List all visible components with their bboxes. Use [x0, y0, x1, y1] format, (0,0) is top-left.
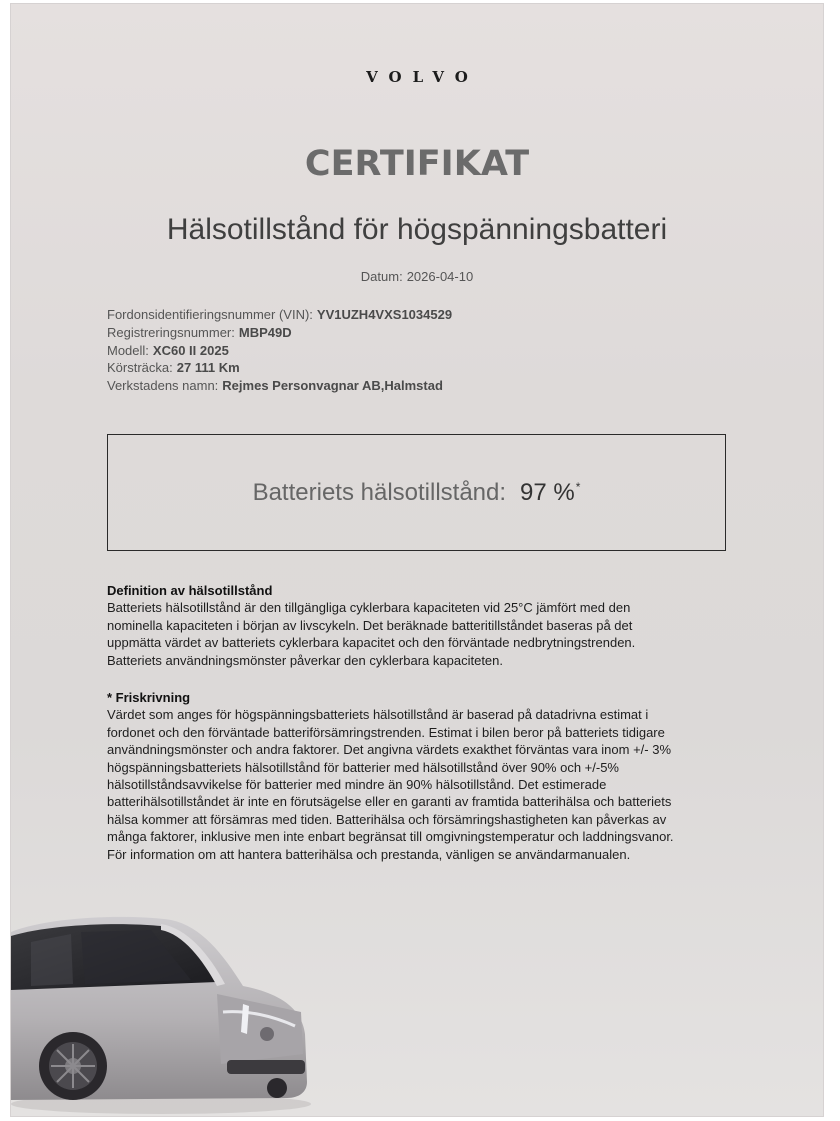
- mileage-label: Körsträcka:: [107, 360, 173, 376]
- workshop-row: [107, 377, 727, 395]
- disclaimer-line: hälsotillståndsavvikelse för batterier med mindre än 90% hälsotillstånd. Det estimerade: [107, 777, 607, 793]
- definition-heading: Definition av hälsotillstånd: [107, 583, 273, 598]
- registration-value: MBP49D: [238, 324, 292, 340]
- disclaimer-line: användningsmönster och andra faktorer. Det angivna värdets exakthet förväntas vara inom +/- 3%: [107, 742, 672, 758]
- certificate-date: [11, 269, 823, 284]
- battery-health-label: Batteriets hälsotillstånd:: [252, 479, 507, 506]
- battery-health-line: [108, 479, 725, 507]
- battery-health-box: [107, 434, 726, 551]
- mileage-value: 27 111 Km: [176, 360, 240, 376]
- disclaimer-line: fordonet och den förväntade batteriförsämringstrenden. Estimat i bilen beror på batteriets tidigare: [107, 724, 665, 740]
- vehicle-info: [107, 306, 727, 395]
- disclaimer-line: Värdet som anges för högspänningsbatteriets hälsotillstånd är baserad på datadrivna estimat i: [107, 707, 649, 723]
- volvo-logo: VOLVO: [366, 68, 479, 86]
- car-icon: [11, 894, 311, 1116]
- disclaimer-line: batterihälsotillståndet är inte en förutsägelse eller en garanti av framtida batterihälsa och batteriets: [107, 794, 672, 810]
- footnote-marker: *: [575, 480, 581, 494]
- registration-label: Registreringsnummer:: [107, 324, 235, 340]
- date-label: Datum:: [360, 269, 403, 284]
- date-value: 2026-04-10: [406, 269, 474, 284]
- definition-line: Batteriets hälsotillstånd är den tillgängliga cyklerbara kapaciteten vid 25°C jämfört med den: [107, 600, 631, 616]
- certificate-subtitle: Hälsotillstånd för högspänningsbatteri: [166, 213, 668, 246]
- disclaimer-heading: * Friskrivning: [107, 690, 191, 705]
- definition-section: [107, 582, 747, 669]
- definition-line: nominella kapaciteten i början av livscykeln. Det beräknade batteritillståndet baseras på det: [107, 617, 633, 633]
- definition-line: uppmätta värdet av batteriets cyklerbara kapacitet och den förväntade nedbrytningstrenden.: [107, 635, 636, 651]
- registration-row: [107, 324, 727, 342]
- mileage-row: [107, 359, 727, 377]
- disclaimer-line: För information om att hantera batterihälsa och prestanda, vänligen se användarmanualen.: [107, 846, 631, 862]
- vin-row: [107, 306, 727, 324]
- disclaimer-section: [107, 689, 747, 863]
- disclaimer-line: många faktorer, inklusive men inte enbart begränsat till omgivningstemperatur och laddningsvanor.: [107, 829, 674, 845]
- certificate-page: [10, 3, 824, 1117]
- workshop-value: Rejmes Personvagnar AB,Halmstad: [222, 378, 443, 394]
- model-row: [107, 342, 727, 360]
- model-value: XC60 II 2025: [152, 342, 229, 358]
- vin-value: YV1UZH4VXS1034529: [316, 307, 453, 322]
- battery-health-value: 97 %: [520, 479, 575, 506]
- workshop-label: Verkstadens namn:: [107, 378, 219, 394]
- disclaimer-line: hälsa kommer att försämras med tiden. Batterihälsa och försämringshastigheten kan påverkas av: [107, 811, 667, 827]
- disclaimer-line: högspänningsbatteriets hälsotillstånd för batterier med hälsotillstånd över 90% och +/-5%: [107, 759, 619, 775]
- vin-label: Fordonsidentifieringsnummer (VIN):: [107, 307, 313, 322]
- definition-line: Batteriets användningsmönster påverkar den cyklerbara kapaciteten.: [107, 652, 503, 668]
- model-label: Modell:: [107, 342, 149, 358]
- certificate-title: CERTIFIKAT: [304, 144, 530, 184]
